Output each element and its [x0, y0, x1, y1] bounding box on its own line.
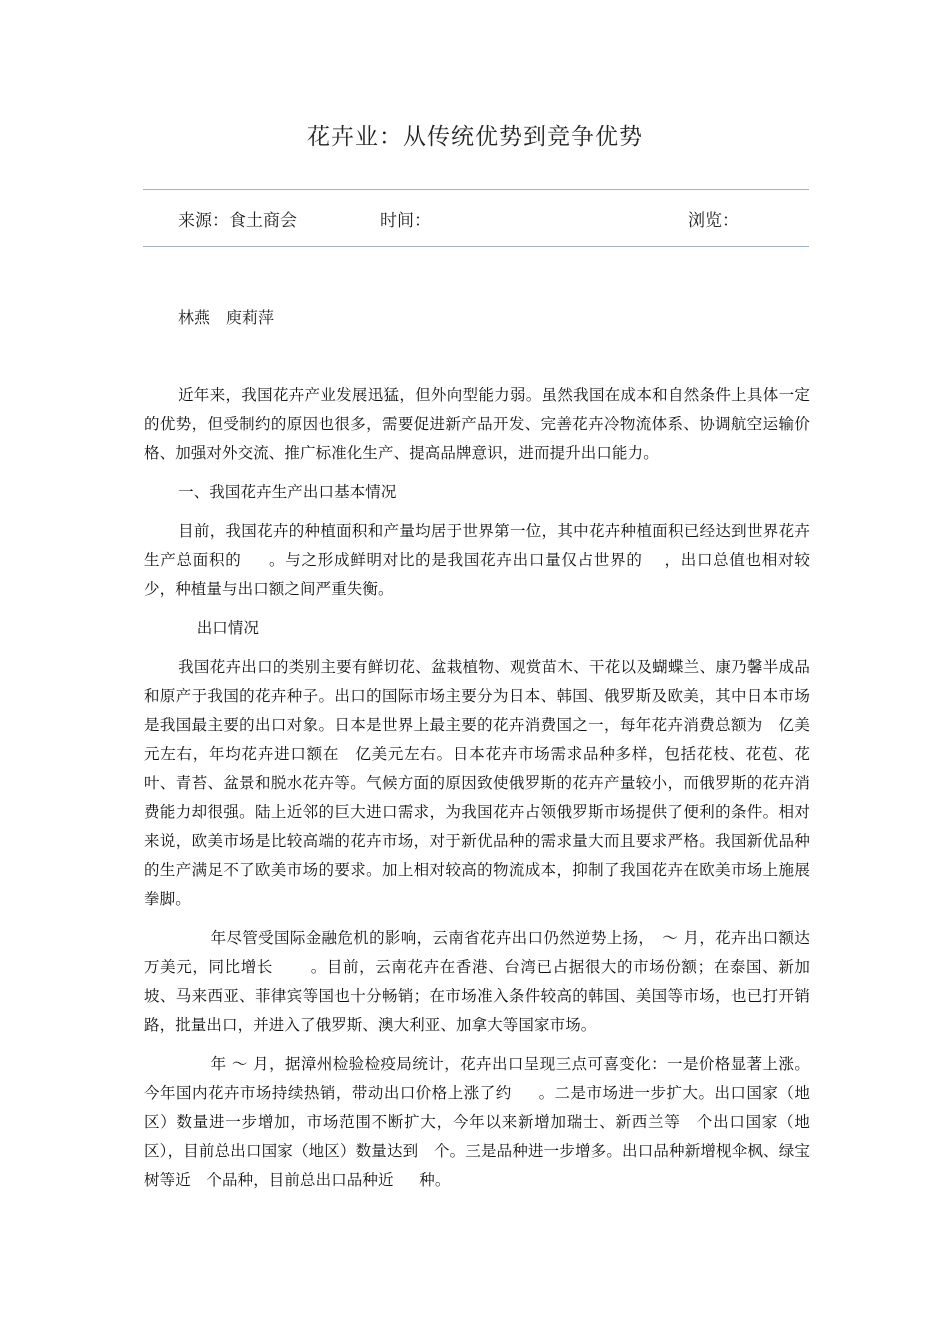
paragraph-intro: 近年来，我国花卉产业发展迅猛，但外向型能力弱。虽然我国在成本和自然条件上具体一定的优势，但受制约的原因也很多，需要促进新产品开发、完善花卉冷物流体系、协调航空运输价格、加强对外交流、推广标准化生产、提高品牌意识，进而提升出口能力。 — [144, 386, 810, 462]
paragraph-export-markets: 我国花卉出口的类别主要有鲜切花、盆栽植物、观赏苗木、干花以及蝴蝶兰、康乃馨半成品和原产于我国的花卉种子。出口的国际市场主要分为日本、韩国、俄罗斯及欧美，其中日本市场是我国最主要的出口对象。日本是世界上最主要的花卉消费国之一，每年花卉消费总额为 亿美元左右，年均花卉进口额在 亿美元左右。日本花卉市场需求品种多样，包括花枝、花苞、花叶、青苔、盆景和脱水花卉等。气候方面的原因致使俄罗斯的花卉产量较小，而俄罗斯的花卉消费能力却很强。陆上近邻的巨大进口需求，为我国花卉占领俄罗斯市场提供了便利的条件。相对来说，欧美市场是比较高端的花卉市场，对于新优品种的需求量大而且要求严格。我国新优品种的生产满足不了欧美市场的要求。加上相对较高的物流成本，抑制了我国花卉在欧美市场上施展拳脚。 — [144, 658, 810, 908]
header-divider-bottom — [143, 246, 809, 247]
subsection-heading: 出口情况 — [196, 619, 260, 637]
authors: 林燕 庾莉萍 — [178, 308, 275, 327]
article-body — [144, 381, 857, 1205]
time-label: 时间： — [380, 211, 431, 231]
paragraph-zhangzhou: 年 ～ 月，据漳州检验检疫局统计，花卉出口呈现三点可喜变化：一是价格显著上涨。今年国内花卉市场持续热销，带动出口价格上涨了约 。二是市场进一步扩大。出口国家（地区）数量进一步增加，市场范围不断扩大，今年以来新增加瑞士、新西兰等 个出口国家（地区），目前总出口国家（地区）数量达到 个。三是品种进一步增多。出口品种新增枧伞枫、绿宝树等近 个品种，目前总出口品种近 种。 — [144, 1055, 810, 1189]
header-divider-top — [143, 189, 809, 190]
article-title: 花卉业：从传统优势到竞争优势 — [307, 124, 643, 150]
source-label: 来源：食土商会 — [178, 211, 297, 231]
views-label: 浏览： — [688, 211, 739, 231]
section-heading: 一、我国花卉生产出口基本情况 — [178, 483, 397, 501]
paragraph-overview: 目前，我国花卉的种植面积和产量均居于世界第一位，其中花卉种植面积已经达到世界花卉生产总面积的 。与之形成鲜明对比的是我国花卉出口量仅占世界的 ，出口总值也相对较少，种植量与出口额之间严重失衡。 — [144, 522, 810, 598]
paragraph-yunnan: 年尽管受国际金融危机的影响，云南省花卉出口仍然逆势上扬， ～ 月，花卉出口额达 万美元，同比增长 。目前，云南花卉在香港、台湾已占据很大的市场份额；在泰国、新加坡、马来西亚、菲律宾等国也十分畅销；在市场准入条件较高的韩国、美国等市场，也已打开销路，批量出口，并进入了俄罗斯、澳大利亚、加拿大等国家市场。 — [144, 929, 857, 1034]
